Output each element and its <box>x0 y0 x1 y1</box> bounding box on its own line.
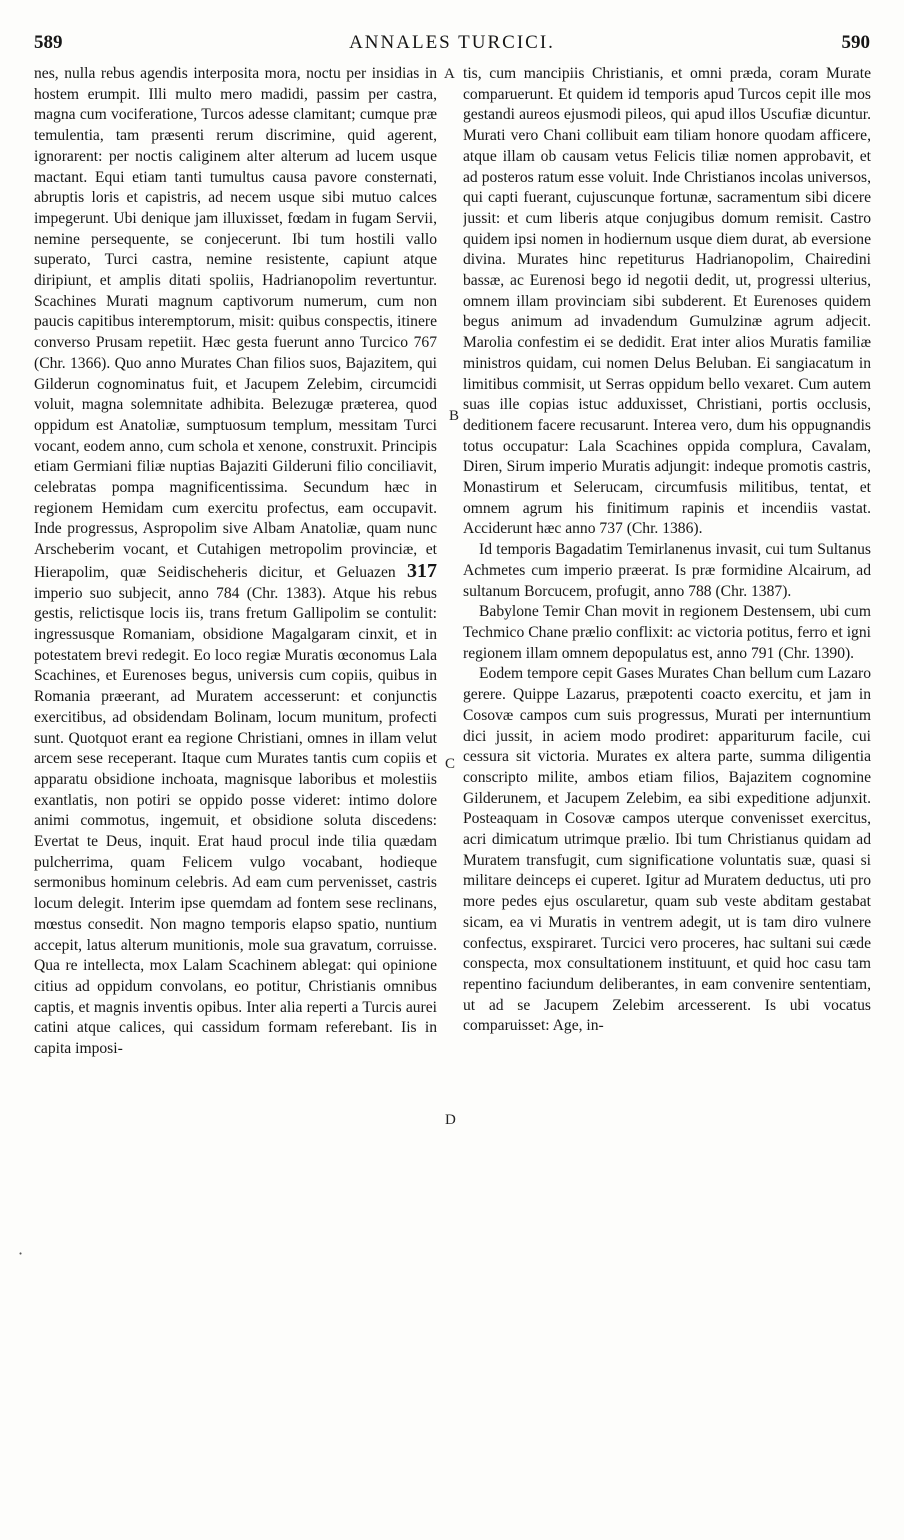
left-text-part-2: imperio suo subjecit, anno 784 (Chr. 1383). Atque his rebus gestis, relictisque locis iis, trans fretum Gallipolim se contulit: ingressusque Romaniam, obsidione Magalgaram cinxit, et in potestatem brevi redegit. Eo loco regiæ Muratis œconomus Lala Scachines, et Eurenoses begus, universis cum copiis, quibus in Romania præerant, ad Muratem accesserunt: et conjunctis exercitibus, ad obsidendam Bolinam, locum munitum, profecti sunt. Quotquot erant ea regione Christiani, omnes in illam velut arcem sese receperant. Itaque cum Murates tantis cum copiis et apparatu obsidione inchoata, magnisque laboribus et molestiis exantlatis, non potiri se oppido posse videret: intimo dolore animi commotus, ingemuit, et obsidione soluta discedens: Evertat te Deus, inquit. Erat haud procul inde tilia quædam pulcherrima, quam Felicem vulgo vocabant, hodieque sermonibus hominum celebris. Ad eam cum pervenisset, castris locum delegit. Interim ipse quemdam ad fontem sese reclinans, mœstus consedit. Non magno temporis elapso spatio, nuntium accepit, latus alterum munitionis, mole sua gravatum, corruisse. Qua re intellecta, mox Lalam Scachinem ablegat: qui opinione citius ad oppidum convolans, eo potitur, Christianis omnibus captis, et magnis inventis opibus. Inter alia reperti a Turcis aurei catini atque calices, qui cassidum formam referebant. Iis in capita imposi- <box>34 584 437 1058</box>
margin-letter-c: C <box>445 756 456 772</box>
running-title: ANNALES TURCICI. <box>349 32 555 53</box>
left-paragraph <box>34 64 437 1060</box>
margin-mark: · <box>18 1244 24 1263</box>
signature-mark: 317 <box>407 559 437 582</box>
right-paragraph-1: tis, cum mancipiis Christianis, et omni præda, coram Murate comparuerunt. Et quidem id temporis apud Turcos cepit ille mos gestandi aureos ejusmodi pileos, qui apud illos Uscufiæ dicuntur. Murati vero Chani collibuit eam tiliam honore quodam afficere, atque illam ob causam vetus Felicis tiliæ nomen approbavit, et ad posteros ratum esse voluit. Inde Christianos incolas universos, qui capti fuerant, cujuscunque fortunæ, sacramentum sibi dicere jussit: et cum liberis atque conjugibus domum remisit. Castro quidem ipsi nomen in hodiernum usque diem durat, ab eversione divina. Murates hinc repetiturus Hadrianopolim, Chairedini bassæ, ac Eurenosi bego id negotii dedit, ut, progressi ulterius, omnem illam provinciam sibi subderent. Et Eurenoses quidem begus animum ad invadendum Gumulzinæ agrum adjecit. Marolia confestim ei se dedidit. Erat inter alios Muratis familiæ ministros quidam, cui nomen Delus Beluban. Ei sangiacatum in limitibus commisit, ut Serras oppidum bello vexaret. Cum autem suas ille copias istuc adduxisset, Christiani, portis occlusis, deditionem facere recusarunt. Interea vero, dum his oppugnandis totus occupatur: Lala Scachines oppida complura, Cavalam, Diren, Sirum imperio Muratis adjungit: indeque promotis castris, Monastirum et Selerucam, circumfusis militibus, tentat, et omnem agrum his finitimum rapinis et incendiis vastat. Acciderunt hæc anno 737 (Chr. 1386). <box>463 65 871 538</box>
page-number-left: 589 <box>34 32 63 53</box>
right-paragraph-3: Babylone Temir Chan movit in regionem Destensem, ubi cum Techmico Chane prælio conflixit: ac victoria potitus, ferro et igni regionem illam omnem depopulatus est, anno 791 (Chr. 1390). <box>463 603 871 662</box>
margin-letter-a: A <box>444 66 455 82</box>
margin-letter-d: D <box>445 1112 456 1128</box>
right-column <box>463 64 871 1504</box>
left-text-part-1: nes, nulla rebus agendis interposita mora, noctu per insidias in hostem erumpit. Illi multo mero madidi, passim per castra, magna cum vociferatione, Turcos adesse clamitant; cumque præ temulentia, tam præsenti rerum discrimine, quid agerent, ignorarent: per noctis caliginem alter alterum ad lucem usque mactant. Equi etiam tanti tumultus causa pavore consternati, abruptis loris et capistris, ad necem usque sibi mutuo calces impegerunt. Ubi denique jam illuxisset, fœdam in fugam Servii, nemine persequente, se conjecerunt. Ibi tum hostili vallo superato, Turci castra, nemine resistente, capiunt atque diripiunt, et amplis ditati spoliis, Hadrianopolim revertuntur. Scachines Murati magnum captivorum numerum, cum non paucis capitibus interemptorum, misit: quibus conspectis, itinere converso Prusam repetiit. Hæc gesta fuerunt anno Turcico 767 (Chr. 1366). Quo anno Murates Chan filios suos, Bajazitem, qui Gilderun cognominatus fuit, et Jacupem Zelebim, circumcidi voluit, magna solemnitate adhibita. Belezugæ præterea, quod oppidum est Anatoliæ, sumptuosum templum, messitam Turci vocant, eodem anno, cum schola et xenone, construxit. Principis etiam Germiani filiæ nuptias Bajaziti Gilderuni filio conciliavit, celebratas pompa magnificentissima. Secundum hæc in regionem Hemidam cum exercitu profectus, eam occupavit. Inde progressus, Aspropolim sive Albam Anatoliæ, quam nunc Arscheberim vocant, et Cutahigen metropolim provinciæ, et Hierapolim, quæ Seidischeheris dicitur, et Geluazen <box>34 65 437 581</box>
left-column <box>34 64 437 1504</box>
right-paragraph-4: Eodem tempore cepit Gases Murates Chan bellum cum Lazaro gerere. Quippe Lazarus, præpotenti coacto exercitu, et jam in Cosovæ campos cum suis progressus, Murati per internuntium dici jussit, in aciem modo prodiret: appariturum facile, cui cessura sit victoria. Murates ex altera parte, summa diligentia conscripto milite, ambos etiam filios, Bajazitem cognomine Gilderunem, et Jacupem Zelebim, ea sibi expeditione adjunxit. Posteaquam in Cosovæ campos uterque convenisset exercitus, acri dimicatum utrimque prælio. Ibi tum Christianus quidam ad Muratem transfugit, cum significatione voluntatis suæ, quasi si militare deinceps ei cuperet. Igitur ad Muratem deductus, uti pro more pedes ejus oscularetur, quam sub veste abditam gestabat sicam, ea vi Muratis in ventrem adegit, ut is tam diro vulnere confectus, exspiraret. Turcici vero proceres, hac sultani sui cæde conspecta, mox consultationem instituunt, et quid hoc casu tam repentino faciundum deliberantes, in eam convenire sententiam, ut ad se Jacupem Zelebim arcesserent. Is ubi vocatus comparuisset: Age, in- <box>463 665 871 1035</box>
margin-letter-b: B <box>449 408 460 424</box>
right-paragraph-2: Id temporis Bagadatim Temirlanenus invasit, cui tum Sultanus Achmetes cum imperio præerat. Is præ formidine Alcairum, ad sultanum Borcucem, profugit, anno 788 (Chr. 1387). <box>463 541 871 600</box>
page-number-right: 590 <box>841 32 870 53</box>
running-header <box>34 32 870 60</box>
